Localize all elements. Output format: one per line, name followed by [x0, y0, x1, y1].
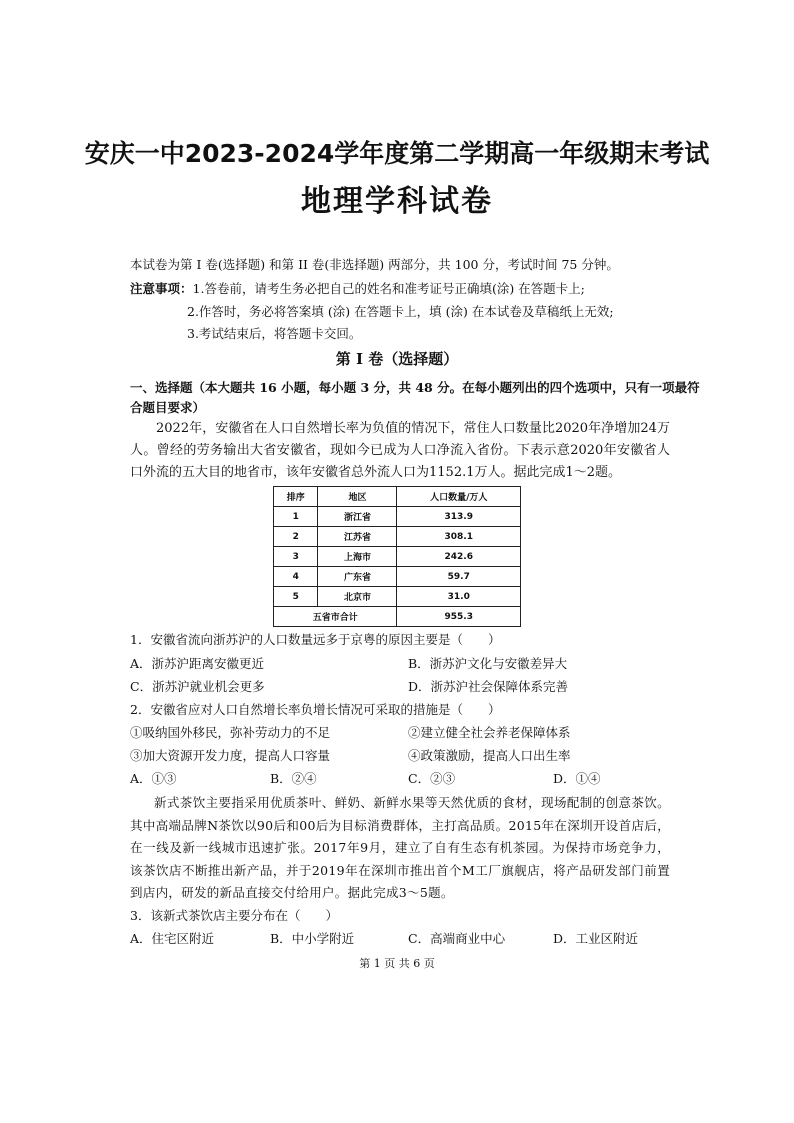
notes-block — [130, 279, 585, 297]
total-label-cell: 五省市合计 — [274, 607, 397, 627]
q1-option-b: B．浙苏沪文化与安徽差异大 — [408, 656, 568, 671]
rank-cell: 2 — [274, 527, 318, 547]
q1-option-d: D．浙苏沪社会保障体系完善 — [408, 679, 569, 694]
note-item: 1.答卷前，请考生务必把自己的姓名和准考证号正确填(涂) 在答题卡上; — [192, 281, 585, 296]
q2-option-a: A．①③ — [130, 771, 177, 786]
value-cell: 313.9 — [397, 507, 521, 527]
value-cell: 308.1 — [397, 527, 521, 547]
value-cell: 59.7 — [397, 567, 521, 587]
table-row — [274, 567, 521, 587]
table-row — [274, 507, 521, 527]
part-heading-cont: 合题目要求） — [130, 400, 206, 415]
q3-option-b: B．中小学附近 — [270, 931, 355, 946]
table-total-row — [274, 607, 521, 627]
table-row — [274, 587, 521, 607]
region-cell: 上海市 — [318, 547, 397, 567]
q2-statement-1: ①吸纳国外移民，弥补劳动力的不足 — [130, 725, 331, 740]
total-value-cell: 955.3 — [397, 607, 521, 627]
exam-title: 安庆一中2023-2024学年度第二学期高一年级期末考试 — [84, 139, 710, 168]
rank-cell: 1 — [274, 507, 318, 527]
exam-subtitle: 地理学科试卷 — [301, 184, 493, 219]
rank-cell: 3 — [274, 547, 318, 567]
question-3-stem: 3．该新式茶饮店主要分布在（ ） — [130, 908, 338, 923]
table-header-row — [274, 487, 521, 507]
page-footer: 第 1 页 共 6 页 — [359, 957, 435, 970]
q2-option-d: D．①④ — [553, 771, 601, 786]
q2-option-b: B．②④ — [270, 771, 317, 786]
notes-label: 注意事项： — [130, 281, 193, 296]
q1-option-c: C．浙苏沪就业机会更多 — [130, 679, 265, 694]
q3-option-a: A．住宅区附近 — [130, 931, 215, 946]
passage-2: 新式茶饮主要指采用优质茶叶、鲜奶、新鲜水果等天然优质的食材，现场配制的创意茶饮。其中高端品牌N茶饮以90后和00后为目标消费群体，主打高品质。2015年在深圳开设首店后，在一线及新一线城市迅速扩张。2017年9月，建立了自有生态有机茶园。为保持市场竞争力，该茶饮店不断推出新产品，并于2019年在深圳市推出首个M工厂旗舰店，将产品研发部门前置到店内，研发的新品直接交付给用户。据此完成3～5题。 — [130, 795, 670, 900]
exam-intro: 本试卷为第 I 卷(选择题) 和第 II 卷(非选择题) 两部分，共 100 分，考试时间 75 分钟。 — [130, 257, 619, 272]
q3-option-d: D．工业区附近 — [553, 931, 639, 946]
region-cell: 江苏省 — [318, 527, 397, 547]
q2-option-c: C．②③ — [408, 771, 456, 786]
value-cell: 242.6 — [397, 547, 521, 567]
table-header-cell: 人口数量/万人 — [397, 487, 521, 507]
region-cell: 北京市 — [318, 587, 397, 607]
rank-cell: 4 — [274, 567, 318, 587]
part-heading: 一、选择题（本大题共 16 小题，每小题 3 分，共 48 分。在每小题列出的四个选项中，只有一项最符 — [130, 380, 700, 395]
note-item: 2.作答时，务必将答案填 (涂) 在答题卡上，填 (涂) 在本试卷及草稿纸上无效; — [187, 304, 614, 319]
q3-option-c: C．高端商业中心 — [408, 931, 506, 946]
region-cell: 广东省 — [318, 567, 397, 587]
region-cell: 浙江省 — [318, 507, 397, 527]
population-table — [273, 486, 521, 627]
rank-cell: 5 — [274, 587, 318, 607]
q2-statement-2: ②建立健全社会养老保障体系 — [408, 725, 571, 740]
value-cell: 31.0 — [397, 587, 521, 607]
table-row — [274, 547, 521, 567]
table-row — [274, 527, 521, 547]
question-1-stem: 1．安徽省流向浙苏沪的人口数量远多于京粤的原因主要是（ ） — [130, 632, 501, 647]
q2-statement-3: ③加大资源开发力度，提高人口容量 — [130, 748, 331, 763]
question-2-stem: 2．安徽省应对人口自然增长率负增长情况可采取的措施是（ ） — [130, 702, 501, 717]
q2-statement-4: ④政策激励，提高人口出生率 — [408, 748, 571, 763]
table-header-cell: 排序 — [274, 487, 318, 507]
table-header-cell: 地区 — [318, 487, 397, 507]
q1-option-a: A．浙苏沪距离安徽更近 — [130, 656, 265, 671]
section-title: 第 I 卷（选择题） — [335, 350, 459, 368]
note-item: 3.考试结束后，将答题卡交回。 — [187, 326, 362, 341]
passage-1: 2022年，安徽省在人口自然增长率为负值的情况下，常住人口数量比2020年净增加24万人。曾经的劳务输出大省安徽省，现如今已成为人口净流入省份。下表示意2020年安徽省人口外流的五大目的地省市，该年安徽省总外流人口为1152.1万人。据此完成1～2题。 — [130, 421, 670, 480]
